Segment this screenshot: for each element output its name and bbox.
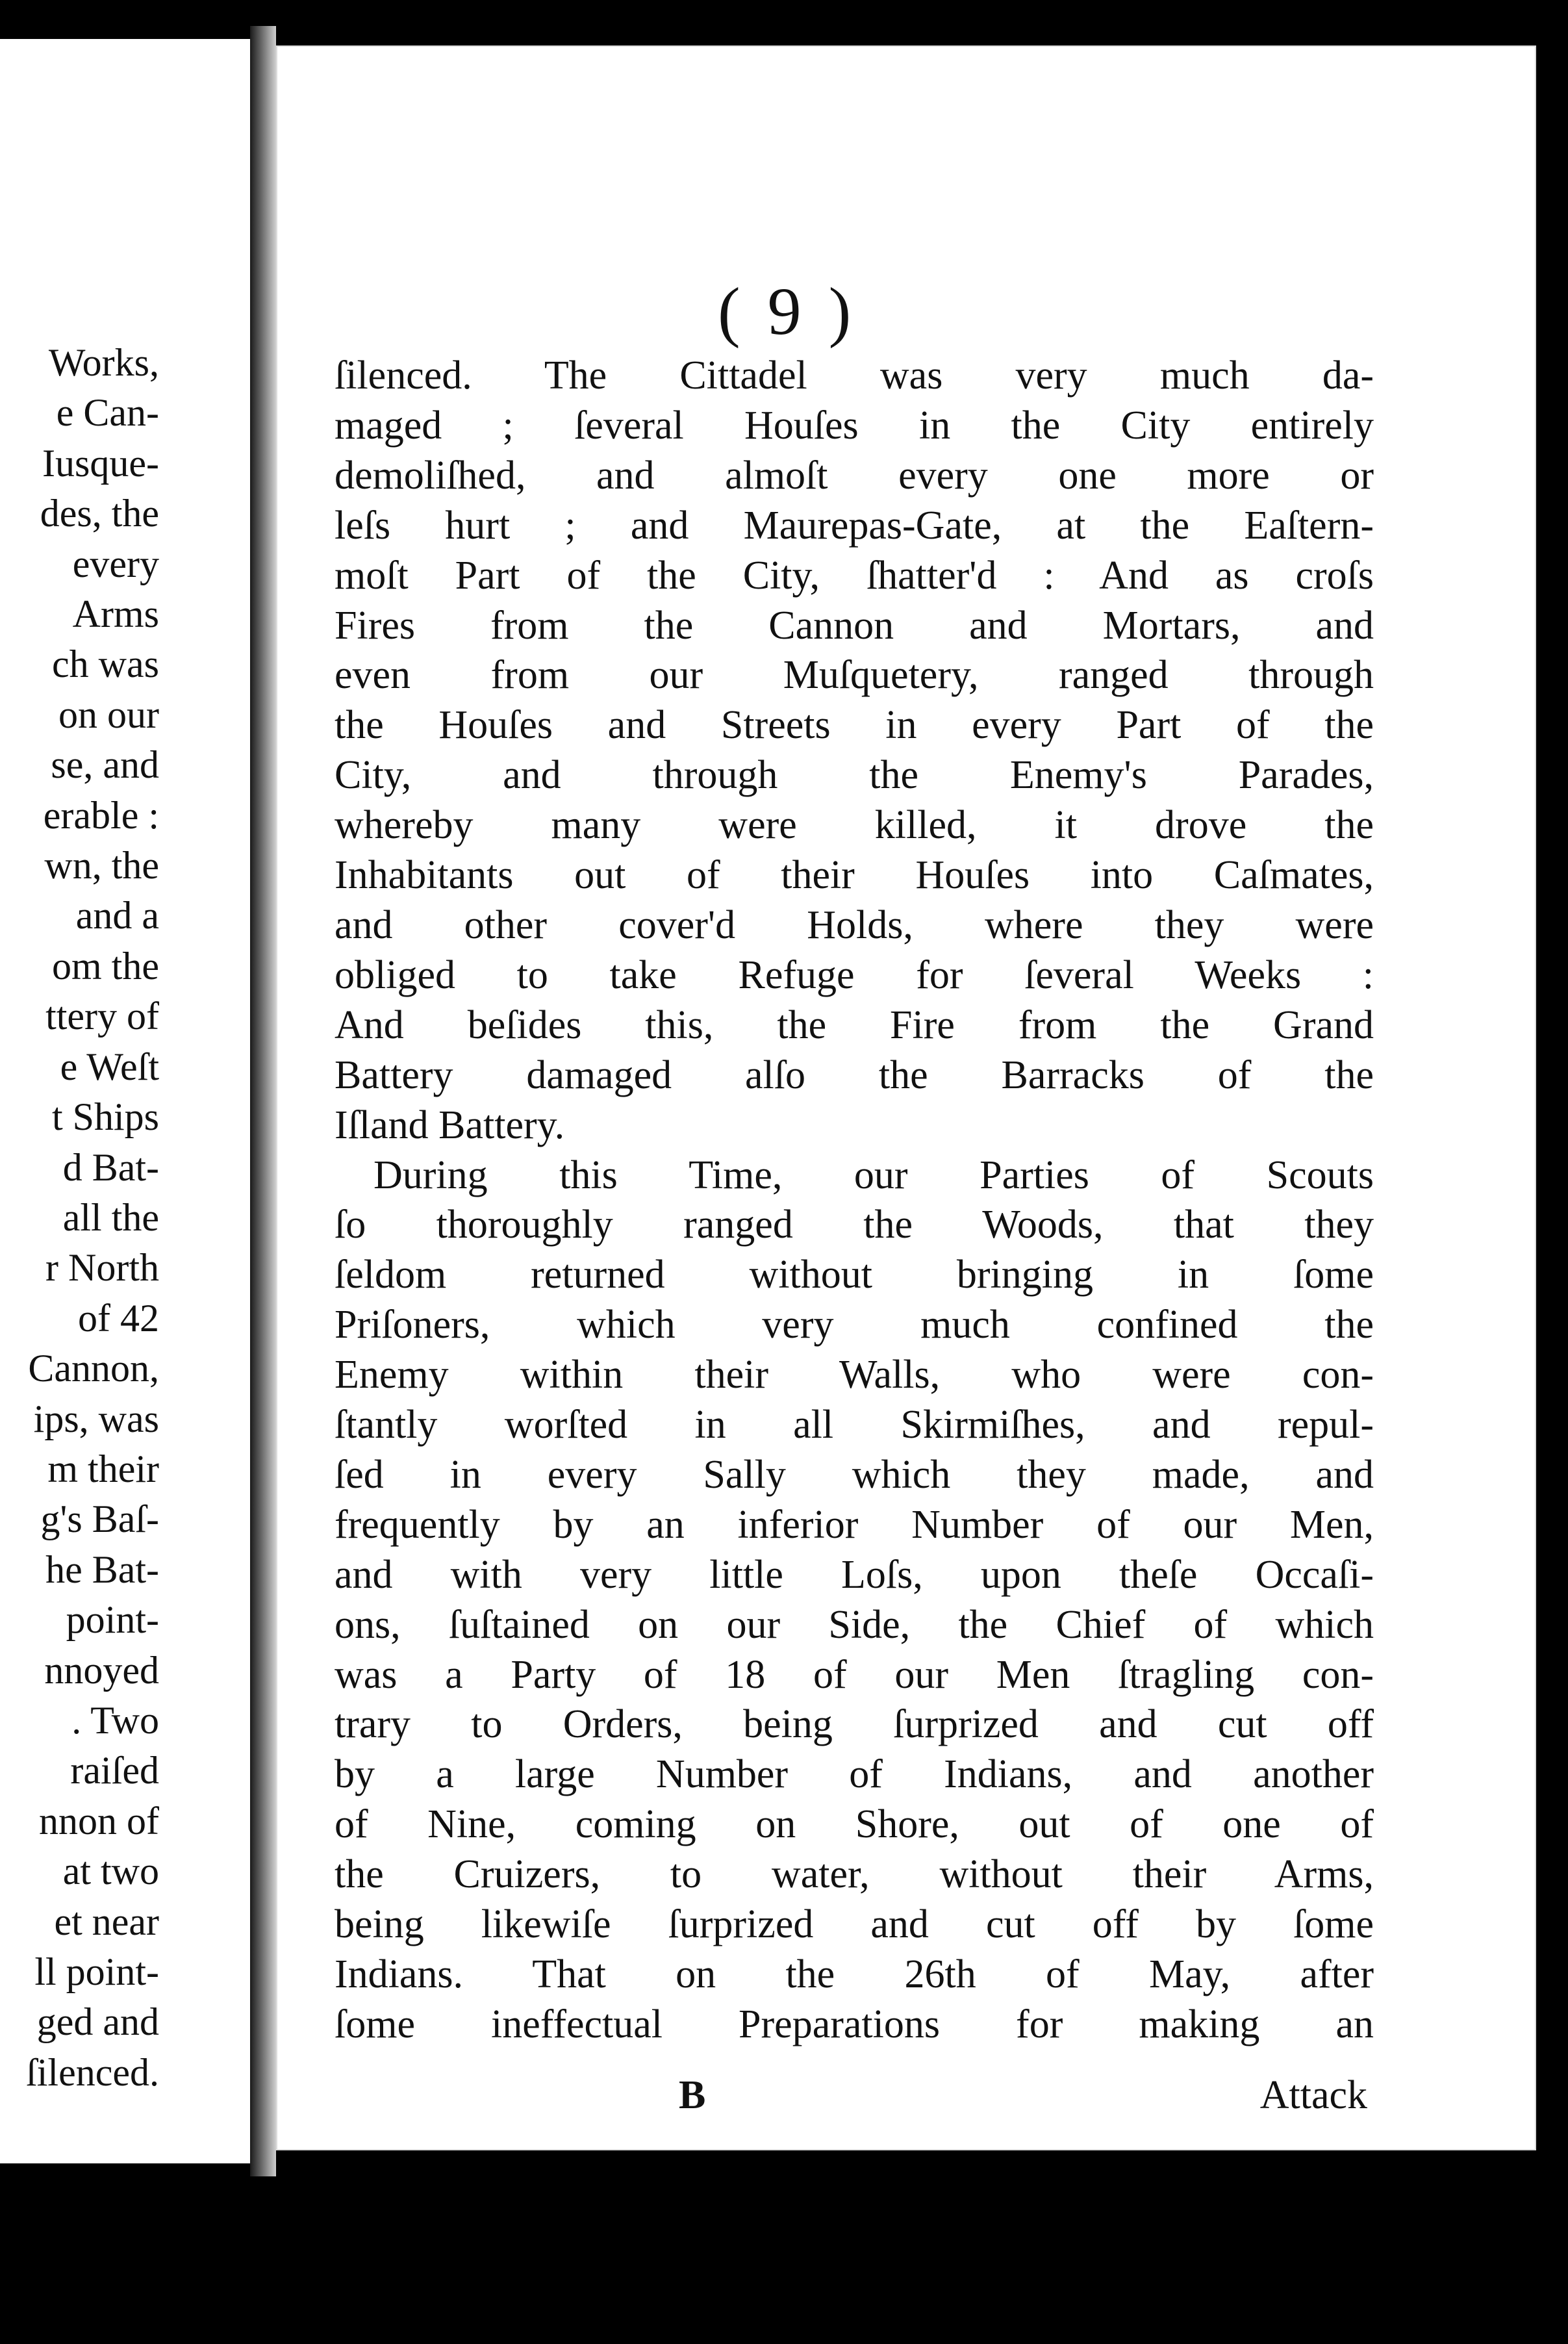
left-page-line: at two: [62, 1850, 159, 1893]
left-page-line: and a: [75, 894, 159, 937]
left-page-line: nnoyed: [44, 1648, 159, 1692]
left-page-line: erable :: [43, 793, 159, 837]
text-line: maged ; ſeveral Houſes in the City entirely: [335, 403, 1374, 448]
text-line: Iſland Battery.: [335, 1102, 565, 1147]
left-page-line: ttery of: [45, 995, 159, 1038]
left-page-line: Works,: [48, 341, 159, 384]
left-page-line: all the: [62, 1195, 159, 1239]
left-page-line: ll point-: [34, 1950, 159, 1993]
catchword: Attack: [1259, 2073, 1367, 2117]
text-line: ſome ineffectual Preparations for making an: [335, 2002, 1374, 2046]
left-page-line: point-: [66, 1598, 159, 1642]
left-page-line: t Ships: [51, 1095, 159, 1139]
right-page: [276, 45, 1536, 2150]
text-line: ſed in every Sally which they made, and: [335, 1452, 1374, 1497]
text-line: moſt Part of the City, ſhatter'd : And as croſs: [335, 553, 1374, 598]
text-line: City, and through the Enemy's Parades,: [335, 753, 1374, 798]
text-line: Priſoners, which very much confined the: [335, 1303, 1374, 1347]
text-line: ſo thoroughly ranged the Woods, that they: [335, 1203, 1374, 1247]
left-page-line: Iusque-: [42, 441, 159, 485]
text-line: Inhabitants out of their Houſes into Caſmates,: [335, 853, 1374, 898]
left-page-line: . Two: [71, 1698, 159, 1742]
left-page-line: r North: [45, 1246, 159, 1290]
left-page-line: des, the: [40, 492, 159, 535]
left-page-line: ged and: [36, 2000, 159, 2044]
left-page-line: raiſed: [70, 1749, 159, 1792]
text-line: obliged to take Refuge for ſeveral Weeks :: [335, 952, 1374, 997]
text-line: Enemy within their Walls, who were con-: [335, 1353, 1374, 1397]
left-page-line: ſilenced.: [26, 2050, 159, 2094]
left-page-line: every: [72, 542, 159, 585]
text-line: of Nine, coming on Shore, out of one of: [335, 1802, 1374, 1847]
left-page-line: on our: [58, 693, 159, 736]
text-line: Battery damaged alſo the Barracks of the: [335, 1052, 1374, 1097]
text-line: frequently by an inferior Number of our Men,: [335, 1502, 1374, 1547]
text-line: was a Party of 18 of our Men ſtragling con-: [335, 1652, 1374, 1697]
left-page: [0, 39, 250, 2163]
text-line: Fires from the Cannon and Mortars, and: [335, 603, 1374, 648]
text-line: whereby many were killed, it drove the: [335, 803, 1374, 848]
text-line: trary to Orders, being ſurprized and cut off: [335, 1702, 1374, 1747]
text-line: the Cruizers, to water, without their Arms,: [335, 1852, 1374, 1897]
left-page-line: m their: [47, 1447, 159, 1490]
text-line: and with very little Loſs, upon theſe Occaſi-: [335, 1552, 1374, 1597]
signature-mark: B: [679, 2073, 706, 2117]
text-line: ſeldom returned without bringing in ſome: [335, 1253, 1374, 1297]
text-line: being likewiſe ſurprized and cut off by ſome: [335, 1902, 1374, 1947]
text-line: And beſides this, the Fire from the Grand: [335, 1002, 1374, 1047]
text-line: ſtantly worſted in all Skirmiſhes, and repul-: [335, 1403, 1374, 1447]
left-page-line: nnon of: [39, 1799, 159, 1842]
left-page-line: e Can-: [56, 391, 159, 435]
text-line: the Houſes and Streets in every Part of the: [335, 703, 1374, 748]
left-page-line: et near: [54, 1900, 159, 1943]
left-page-line: se, and: [51, 743, 159, 787]
text-line: Indians. That on the 26th of May, after: [335, 1952, 1374, 1996]
left-page-line: e Weſt: [60, 1045, 159, 1088]
left-page-line: wn, the: [44, 844, 159, 887]
text-line: ſilenced. The Cittadel was very much da-: [335, 353, 1374, 398]
left-page-line: ch was: [52, 643, 159, 686]
left-page-line: Cannon,: [28, 1347, 159, 1390]
left-page-line: ips, was: [33, 1397, 159, 1440]
text-line: by a large Number of Indians, and another: [335, 1752, 1374, 1797]
text-line: and other cover'd Holds, where they were: [335, 902, 1374, 947]
page-number: ( 9 ): [718, 274, 857, 349]
left-page-text: [26, 338, 159, 2098]
left-page-line: Arms: [72, 592, 159, 636]
left-page-line: he Bat-: [45, 1548, 159, 1591]
left-page-line: g's Baſ-: [40, 1497, 159, 1541]
text-line: even from our Muſquetery, ranged through: [335, 653, 1374, 698]
text-line: ons, ſuſtained on our Side, the Chief of which: [335, 1602, 1374, 1647]
text-line: demoliſhed, and almoſt every one more or: [335, 453, 1374, 498]
left-page-line: d Bat-: [62, 1145, 159, 1189]
body-text: [335, 351, 1374, 2050]
book-gutter: [250, 26, 276, 2176]
left-page-line: om the: [52, 944, 159, 987]
text-line: During this Time, our Parties of Scouts: [373, 1153, 1374, 1197]
text-line: leſs hurt ; and Maurepas-Gate, at the Eaſtern-: [335, 503, 1374, 548]
left-page-line: of 42: [78, 1296, 159, 1340]
